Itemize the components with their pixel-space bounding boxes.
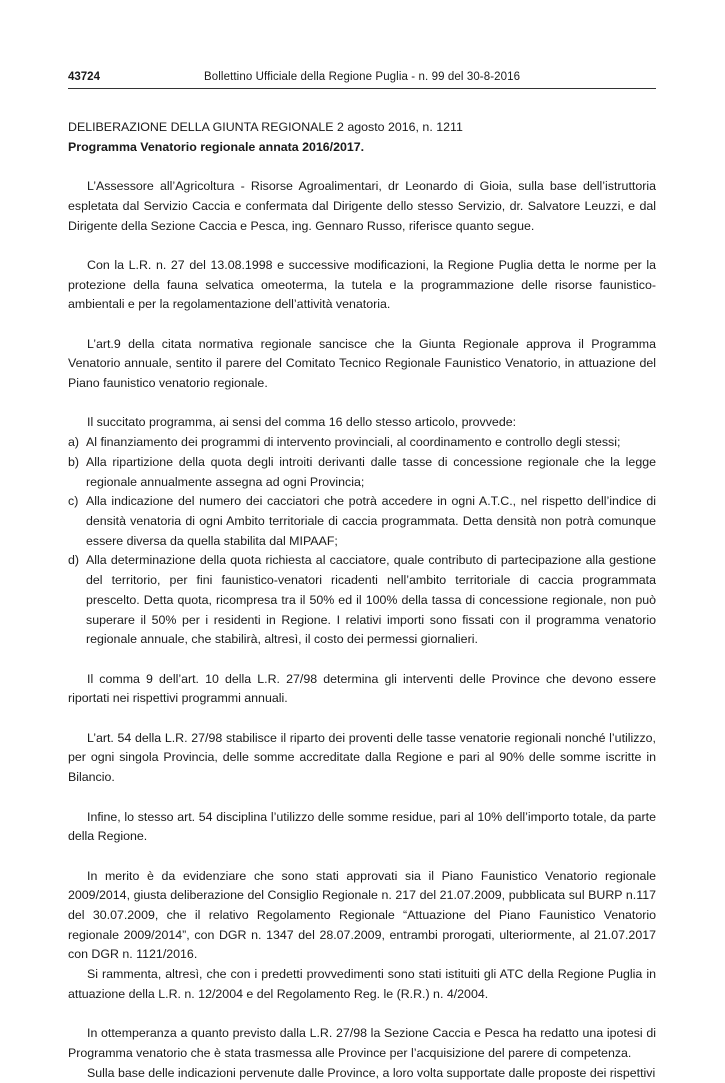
paragraph-atc: Si rammenta, altresì, che con i predetti provvedimenti sono stati istituiti gli ATC della Regione Puglia in attuazione della L.R. n. 12/2004 e del Regolamento Reg. le (R.R.) n. 4/2004. (68, 967, 656, 1001)
paragraph-ottemperanza: In ottemperanza a quanto previsto dalla L.R. 27/98 la Sezione Caccia e Pesca ha redatto una ipotesi di Programma venatorio che è stata trasmessa alle Province per l’acquisizione del parere di competenza. (68, 1026, 656, 1060)
paragraph-assessore: L’Assessore all’Agricoltura - Risorse Agroalimentari, dr Leonardo di Gioia, sulla base dell’istruttoria espletata dal Servizio Caccia e confermata dal Dirigente dello stesso Servizio, dr. Salvatore Leuzzi, e dal Dirigente della Sezione Caccia e Pesca, ing. Gennaro Russo, riferisce quanto segue. (68, 179, 656, 233)
list-marker: c) (68, 494, 79, 509)
paragraph-list-intro: Il succitato programma, ai sensi del comma 16 dello stesso articolo, provvede: (87, 415, 517, 430)
provisions-list (68, 433, 656, 650)
paragraph-comma-9: Il comma 9 dell’art. 10 della L.R. 27/98 determina gli interventi delle Province che devono essere riportati nei rispettivi programmi annuali. (68, 671, 656, 706)
list-item-text: Alla ripartizione della quota degli introiti derivanti dalle tasse di concessione regionale che la legge regionale annualmente assegna ad ogni Provincia; (86, 454, 656, 489)
list-item-text: Alla indicazione del numero dei cacciatori che potrà accedere in ogni A.T.C., nel rispetto dell’indice di densità venatoria di ogni Ambito territoriale di caccia programmata. Detta densità non potrà comunque essere diversa da quella stabilita dal MIPAAF; (86, 494, 656, 548)
list-item-text: Alla determinazione della quota richiesta al cacciatore, quale contributo di partecipazione alla gestione del territorio, per fini faunistico-venatori ricadenti nell’ambito territoriale di caccia programmata prescelto. Detta quota, ricompresa tra il 50% ed il 100% della tassa di concessione regionale, non può superare il 50% per i residenti in Regione. I relativi importi sono fissati con il programma venatorio regionale annuale, che stabilirà, altresì, il costo dei permessi giornalieri. (86, 553, 656, 647)
paragraph-art-54: L’art. 54 della L.R. 27/98 stabilisce il riparto dei proventi delle tasse venatorie regionali nonché l’utilizzo, per ogni singola Provincia, delle somme accreditate dalla Regione e pari al 90% delle somme iscritte in Bilancio. (68, 730, 656, 785)
paragraph-legge-regionale: Con la L.R. n. 27 del 13.08.1998 e successive modificazioni, la Regione Puglia detta le norme per la protezione della fauna selvatica omeoterma, la tutela e la programmazione delle risorse faunistico-ambientali e per la regolamentazione dell’attività venatoria. (68, 257, 656, 312)
document-body (68, 118, 656, 1083)
paragraph-piano-faunistico: In merito è da evidenziare che sono stati approvati sia il Piano Faunistico Venatorio regionale 2009/2014, giusta deliberazione del Consiglio Regionale n. 217 del 21.07.2009, pubblicata sul BURP n.117 del 30.07.2009, che il relativo Regolamento Regionale “Attuazione del Piano Faunistico Venatorio regionale 2009/2014”, con DGR n. 1347 del 28.07.2009, entrambi prorogati, ulteriormente, al 21.07.2017 con DGR n. 1121/2016. (68, 868, 656, 962)
spacer (68, 709, 656, 729)
list-item-text: Al finanziamento dei programmi di intervento provinciali, al coordinamento e controllo degli stessi; (86, 435, 621, 450)
spacer (68, 236, 656, 256)
header-divider (68, 88, 656, 89)
page-header (68, 69, 656, 89)
paragraph-somme-residue: Infine, lo stesso art. 54 disciplina l’utilizzo delle somme residue, pari al 10% dell’importo totale, da parte della Regione. (68, 809, 656, 844)
list-item (68, 551, 656, 650)
spacer (68, 650, 656, 670)
list-marker: d) (68, 553, 80, 568)
spacer (68, 788, 656, 808)
list-marker: b) (68, 454, 80, 469)
program-title: Programma Venatorio regionale annata 2016/2017. (68, 139, 365, 154)
list-item (68, 433, 656, 453)
spacer (68, 1005, 656, 1025)
spacer (68, 315, 656, 335)
spacer (68, 394, 656, 414)
paragraph-indicazioni: Sulla base delle indicazioni pervenute dalle Province, a loro volta supportate dalle proposte dei rispettivi (87, 1065, 656, 1080)
deliberation-title: DELIBERAZIONE DELLA GIUNTA REGIONALE 2 agosto 2016, n. 1211 (68, 120, 463, 134)
bulletin-title: Bollettino Ufficiale della Regione Puglia - n. 99 del 30-8-2016 (204, 71, 521, 83)
list-item (68, 453, 656, 492)
page-number: 43724 (68, 71, 100, 83)
list-marker: a) (68, 435, 80, 450)
list-item (68, 492, 656, 551)
spacer (68, 847, 656, 867)
spacer (68, 157, 656, 177)
paragraph-art-9: L’art.9 della citata normativa regionale sancisce che la Giunta Regionale approva il Programma Venatorio annuale, sentito il parere del Comitato Tecnico Regionale Faunistico Venatorio, in attuazione del Piano faunistico venatorio regionale. (68, 336, 656, 391)
